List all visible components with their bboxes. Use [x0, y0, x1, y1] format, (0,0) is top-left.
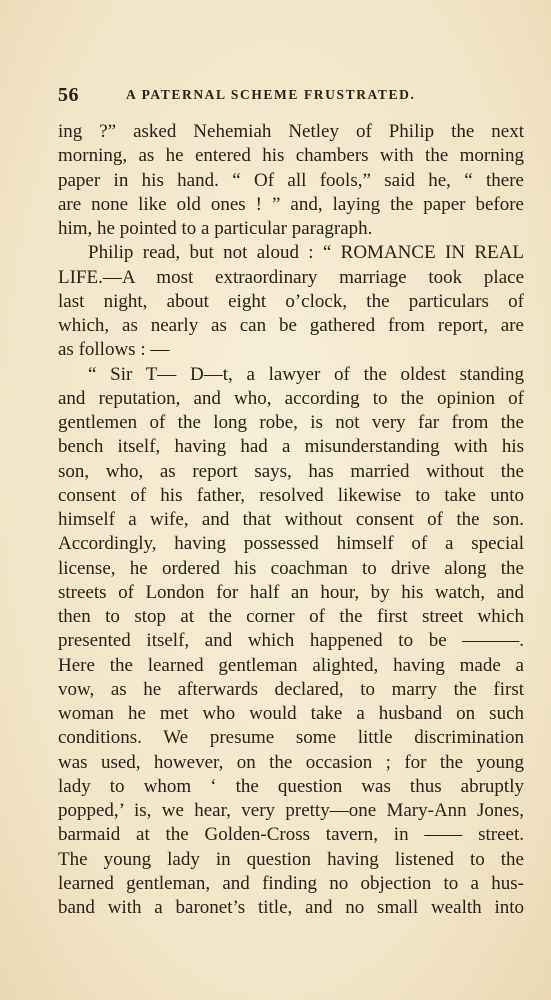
body-text	[58, 120, 524, 920]
text-line: “ Sir T— D—t, a lawyer of the oldest standing	[88, 363, 524, 385]
text-line: presented itself, and which happened to be ———.	[58, 630, 524, 652]
text-line: streets of London for half an hour, by his watch, and	[58, 581, 524, 603]
text-line: vow, as he afterwards declared, to marry the first	[58, 678, 524, 700]
text-line: bench itself, having had a misunderstanding with his	[58, 436, 524, 458]
text-line: popped,’ is, we hear, very pretty—one Mary-Ann Jones,	[58, 800, 524, 821]
text-line: was used, however, on the occasion ; for the young	[58, 751, 524, 773]
text-line: him, he pointed to a particular paragraph.	[58, 218, 373, 239]
text-line: himself a wife, and that without consent of the son.	[58, 509, 524, 530]
text-line: learned gentleman, and finding no objection to a hus-	[58, 872, 524, 894]
text-line: as follows : —	[58, 339, 170, 361]
text-line: conditions. We presume some little discrimination	[58, 727, 524, 749]
running-title: A PATERNAL SCHEME FRUSTRATED.	[126, 87, 416, 102]
text-line: barmaid at the Golden-Cross tavern, in —— street.	[58, 824, 524, 846]
text-line: lady to whom ‘ the question was thus abruptly	[58, 775, 524, 797]
page-number: 56	[58, 84, 79, 106]
text-line: The young lady in question having listened to the	[58, 848, 524, 870]
text-line: Accordingly, having possessed himself of a special	[58, 533, 524, 555]
text-line: paper in his hand. “ Of all fools,” said he, “ there	[58, 169, 524, 191]
text-line: consent of his father, resolved likewise to take unto	[58, 484, 524, 506]
text-line: ing ?” asked Nehemiah Netley of Philip the next	[58, 121, 524, 142]
text-line: license, he ordered his coachman to drive along the	[58, 557, 524, 579]
text-line: are none like old ones ! ” and, laying the paper before	[58, 193, 524, 215]
text-line: which, as nearly as can be gathered from report, are	[58, 315, 524, 336]
text-line: Here the learned gentleman alighted, having made a	[58, 654, 524, 676]
text-line: last night, about eight o’clock, the particulars of	[58, 290, 524, 312]
text-line: woman he met who would take a husband on such	[58, 703, 524, 724]
text-line: Philip read, but not aloud : “ ROMANCE IN REAL	[88, 242, 524, 264]
text-line: LIFE.—A most extraordinary marriage took place	[58, 266, 524, 288]
text-line: gentlemen of the long robe, is not very far from the	[58, 412, 524, 433]
text-line: morning, as he entered his chambers with the morning	[58, 145, 524, 167]
text-line: band with a baronet’s title, and no small wealth into	[58, 897, 524, 918]
page-header	[58, 84, 500, 106]
text-line: and reputation, and who, according to the opinion of	[58, 387, 524, 409]
text-line: then to stop at the corner of the first street which	[58, 606, 524, 627]
text-line: son, who, as report says, has married without the	[58, 460, 524, 482]
